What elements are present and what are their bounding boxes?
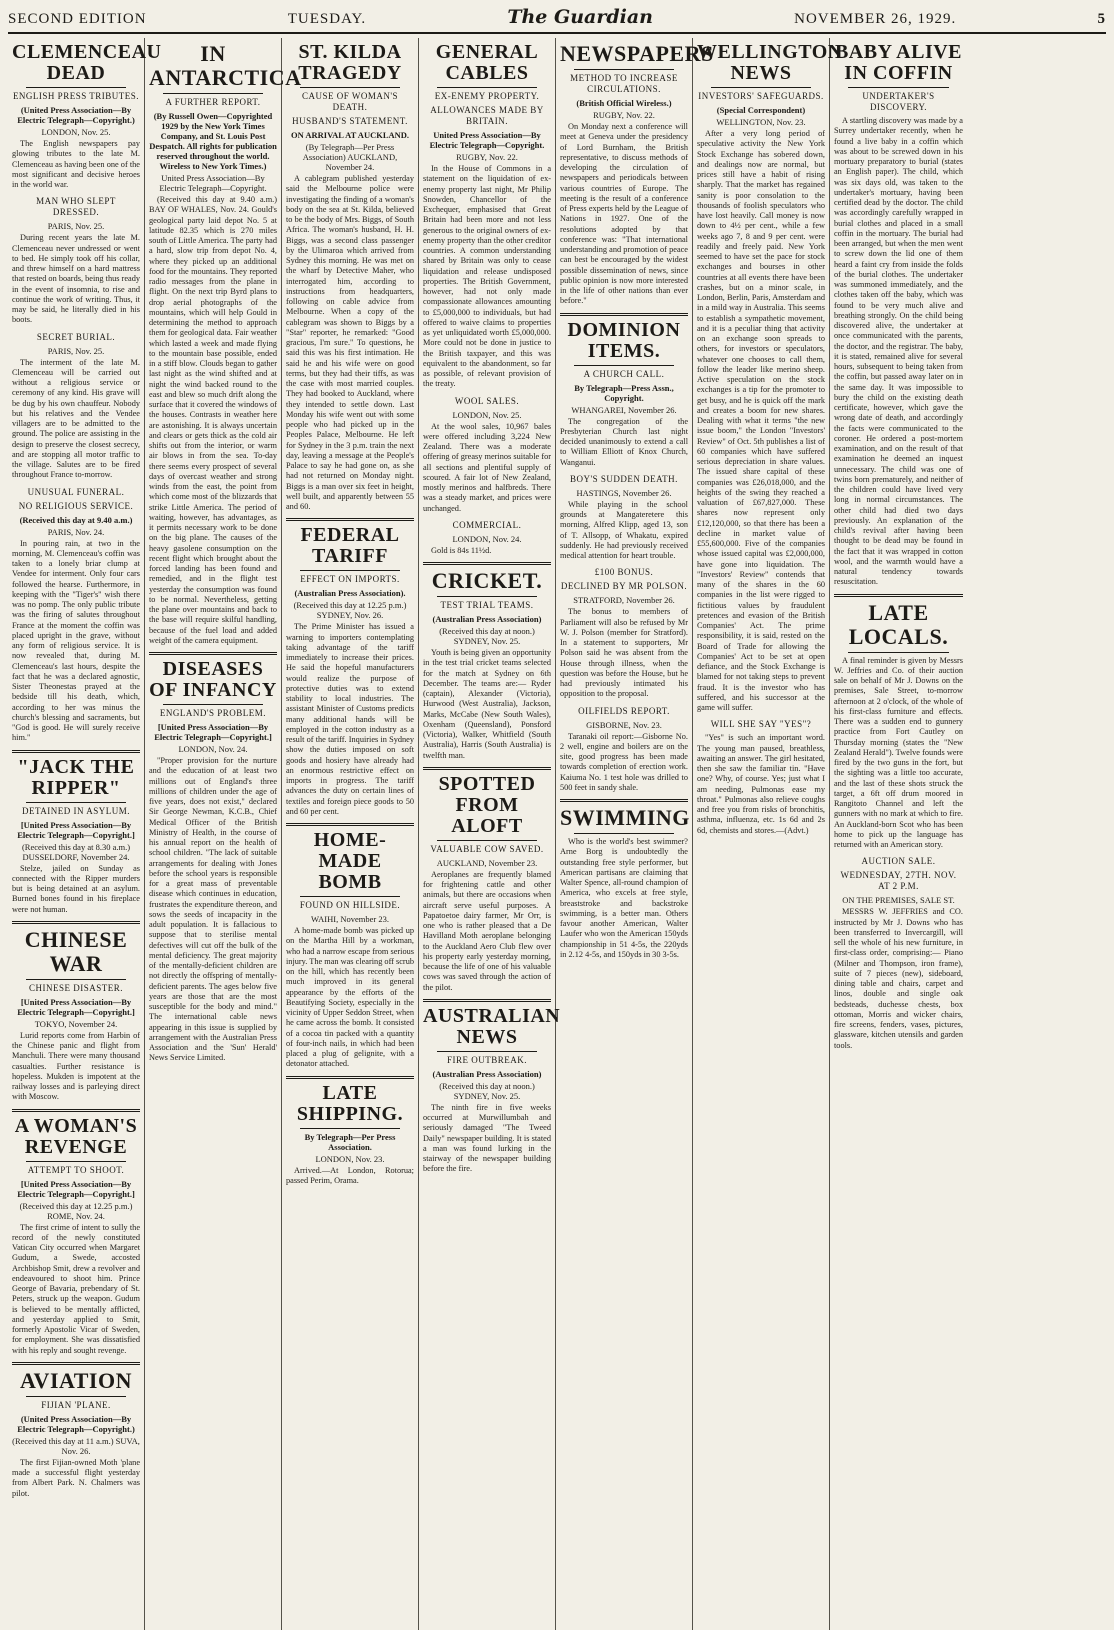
article-subheading: EX-ENEMY PROPERTY. <box>434 91 540 101</box>
article-dateline: RUGBY, Nov. 22. <box>593 110 655 120</box>
article <box>12 196 140 325</box>
article-paragraph: A startling discovery was made by a Surrey undertaker recently, when he found a live baby in a coffin which was about to be screwed down in his mortuary preparatory to burial (states an English paper). The child, which was six days old, was taken to the undertaker's mortuary, having been certified dead by the doctor. The child was accordingly carefully wrapped in burial clothes and placed in a small coffin in the mortuary. The burial had been arranged, but when the men went to screw down the lid one of them heard a faint cry from inside the folds of the burial clothes. The undertaker was summoned immediately, and the clothes taken off the baby, which was found to be very much alive and breathing strongly. On the child being discovered alive, the undertaker at once communicated with the parents, the doctor, and the registrar. The baby, it is stated, remained alive for several hours, subsequent to being taken from the coffin, but passed away later on in the same day. It was impossible to bury the child on the existing death certificate, however, which gave the wrong date of death, and accordingly the facts were communicated to the coroner. He ordered a post-mortem examination, and on the result of that examination he deemed an inquest unnecessary. The child was one of twins born prematurely, and neither of the children could have lived very long in normal circumstances. The other child had died two days previously. An explanation of the child's revival after having been thought to be dead may be found in the fact that it was wrapped in cotton wool, and the warmth would have a natural tendency towards resuscitation. <box>834 116 963 587</box>
article <box>12 41 162 190</box>
article-dateline: LONDON, Nov. 24. <box>452 533 522 544</box>
article <box>423 396 551 514</box>
article <box>286 518 414 817</box>
headline-rule <box>834 594 963 597</box>
article-paragraph: At the wool sales, 10,967 bales were offered including 3,224 New Zealand. There was a moderate offering of greasy merinos suitable for all sections and plentiful supply of scoured. A fair lot of New Zealand, mostly merinos and halfbreds. There was a steady market, and prices were unchanged. <box>423 421 551 513</box>
article <box>149 41 302 646</box>
article-dateline: United Press Association—By Electric Telegraph—Copyright. <box>159 173 267 193</box>
article-paragraph: (Received this day at 9.40 a.m.) BAY OF WHALES, Nov. 24. Gould's geological party laid depot No. 5 at latitude 82.35 which is 270 miles south of Little America. The party had a hard, slow trip from depot No. 4, where they picked up an additional food for the mountains. They reported radio messages from the plane in flight. On the next trip Byrd plans to drop aerial photographs of the mountains, which will help Gould in determining the method to approach them for geological data. Fair weather which lasted a week and made flying to the mountain base possible, ended in a stiff blow. Clouds began to gather last night as the wind shifted and at night the wind backed round to the east and blew so much drift along the surface that it covered the windows of the houses. Contrasts in weather here are astonishing. It is always uncertain and clears or gets thick as the cold air shifts out from the interior, or warm air blows in from the sea. To-day there seems every prospect of several days of overcast weather and strong winds from the east, the point from which come most of the blizzards that strike Little America. The period of waiting, however, has advantages, as it permits necessary work to be done on the big plane. The causes of the heavy gasolene consumption on the recent flight which brought about the forced landing has been found and remedied, and in the flight test yesterday the consumption was found to be normal. Nevertheless, getting the plane over mountains and back to the base will require skilful handling, because of the fuel load and added weight of the camera equipment. <box>149 195 277 645</box>
article-headline: HOME-MADE BOMB <box>313 829 387 893</box>
article-dateline: PARIS, Nov. 25. <box>47 221 105 232</box>
article-paragraph: The ninth fire in five weeks occurred at Murwillumbah and seriously damaged "The Tweed Daily" newspaper building. It is stated a man was found lurking in the stairway of the newspaper building before the fire. <box>423 1102 551 1174</box>
headline-divider <box>574 833 674 834</box>
article-body <box>423 164 551 390</box>
article-dateline: HASTINGS, November 26. <box>576 487 672 498</box>
article-paragraph: On Monday next a conference will meet at Geneva under the presidency of Lord Burnham, the British representative, to discuss methods of developing the circulation of newspapers and periodicals between various countries of Europe. The meeting is the result of a conference of Press experts held by the League of Nations in 1927. One of the resolutions adopted by that conference was: "That international understanding and promotion of peace can best be encouraged by the widest possible dissemination of news, since public opinion is now more interested in the life of other nations than ever before." <box>560 122 688 306</box>
article-credit: [United Press Association—By Electric Telegraph—Copyright.] <box>154 722 272 742</box>
article-paragraph: Who is the world's best swimmer? Arne Borg is undoubtedly the outstanding free style performer, but American partisans are claiming that Walter Spence, all-round champion of America, who excels at free style, breaststroke and backstroke swimming, is a better man. Others favour another American, Walter Laufer who won the American 150yds championship in 51 4-5s, the 220yds in 2.12 4-5s, and 150yds in 30 3-5s. <box>560 837 688 959</box>
article-paragraph: The English newspapers pay glowing tributes to the late M. Clemenceau as having been one of the most significant and decisive heroes in the world war. <box>12 139 140 189</box>
article <box>423 562 551 761</box>
article-dateline: (Received this day at noon.) SYDNEY, Nov. 25. <box>439 626 535 646</box>
article-subheading: ENGLAND'S PROBLEM. <box>159 708 267 718</box>
article-body <box>560 122 688 307</box>
article-paragraph: MESSRS W. JEFFRIES and CO. instructed by Mr J. Downs who has been transferred to Invercargill, will sell the whole of his new furniture, in first-class order, comprising:— Piano (Milner and Thompson, iron frame), suite of 7 pieces (new), sideboard, dining table and chairs, carpet and linos, double and single oak bedsteads, duchesse chests, box ottoman, Morris and wicker chairs, fire screens, fenders, vases, pictures, glassware, kitchen utensils and garden tools. <box>834 907 963 1050</box>
article <box>12 332 140 481</box>
article-body <box>423 648 551 761</box>
article <box>560 474 688 562</box>
article-credit: By Telegraph—Press Assn., Copyright. <box>574 382 674 403</box>
article-body <box>423 870 551 993</box>
day-label: TUESDAY. <box>287 11 367 27</box>
headline-divider <box>437 1051 537 1052</box>
article-subheading: COMMERCIAL. <box>452 519 522 530</box>
article-credit: [United Press Association—By Electric Telegraph—Copyright.] <box>17 819 135 840</box>
article-subheading: AUCTION SALE. <box>861 856 936 867</box>
article-credit: [United Press Association—By Electric Telegraph—Copyright.] <box>17 1178 135 1199</box>
article-dateline: LONDON, Nov. 25. <box>452 409 522 420</box>
date-label: NOVEMBER 26, 1929. <box>794 11 957 27</box>
article-paragraph: Youth is being given an opportunity in the test trial cricket teams selected for the match at Sydney on 6th December. The teams are:— Ryder (captain), Alexander (Victoria), Hurwood (West Australia), Jackson, Marks, McCabe (New South Wales), Oxenham (Queensland), Ponsford (Victoria), Walker, Whitfield (South Australia), Harris (South Australia) is twelfth man. <box>423 648 551 760</box>
article-subheading: EFFECT ON IMPORTS. <box>300 574 400 585</box>
article-dateline: PARIS, Nov. 24. <box>47 526 105 537</box>
column-4 <box>419 38 561 1630</box>
article-headline: AUSTRALIAN NEWS <box>423 1004 561 1048</box>
headline-rule <box>149 652 277 655</box>
article-body <box>560 607 688 699</box>
columns-container <box>8 38 1106 1630</box>
headline-rule <box>423 562 551 565</box>
headline-divider <box>300 87 400 88</box>
article-paragraph: The congregation of the Presbyterian Church last night decided unanimously to extend a call to William Elliott of Knox Church, Wanganui. <box>560 416 688 467</box>
article-body <box>423 1103 551 1175</box>
article-body <box>286 926 414 1070</box>
headline-rule <box>423 767 551 770</box>
article-paragraph: Taranaki oil report:—Gisborne No. 2 well, engine and boilers are on the site, good progress has been made towards completion of erection work. Kaiuma No. 1 test hole was drilled to 500 feet in sandy shale. <box>560 731 688 792</box>
article-headline: FEDERAL TARIFF <box>300 524 400 568</box>
headline-divider <box>300 1128 400 1129</box>
article-credit: (Australian Press Association) <box>432 614 542 624</box>
article-headline: DOMINION ITEMS. <box>567 318 681 362</box>
headline-divider <box>848 652 949 653</box>
article-credit: (Received this day at 9.40 a.m.) <box>19 514 133 525</box>
article-credit: (United Press Association—By Electric Telegraph—Copyright.) <box>17 105 135 125</box>
article-credit: (Australian Press Association). <box>294 588 406 599</box>
article-paragraph: Lurid reports come from Harbin of the Chinese panic and flight from Manchuli. There were many thousand casualties. Further resistance is hopeless. Mukden is impotent at the railway losses and is parleying direct with Moscow. <box>12 1030 140 1102</box>
article-subheading: £100 BONUS. <box>594 567 654 578</box>
article-subheading: METHOD TO INCREASE CIRCULATIONS. <box>570 73 678 94</box>
article <box>834 856 963 1051</box>
article-dateline: (Received this day at 11 a.m.) SUVA, Nov. 26. <box>12 1435 140 1456</box>
article <box>286 1076 414 1187</box>
headline-divider <box>163 704 263 705</box>
article-subheading: CAUSE OF WOMAN'S DEATH. <box>302 91 398 112</box>
article-dateline: LONDON, Nov. 24. <box>178 744 248 754</box>
article-credit: ON ARRIVAL AT AUCKLAND. <box>290 130 410 140</box>
article-paragraph: During recent years the late M. Clemenceau never undressed or went to bed. He simply took off his collar, and threw himself on a hard mattress that rested on boards, being thus ready in the event of insomnia, to rise and continue the work of writing. Thus, it may be said, he literally died in his boots. <box>12 233 140 325</box>
article-headline: SWIMMING <box>560 805 690 830</box>
article-subheading: SECRET BURIAL. <box>36 331 116 342</box>
column-6 <box>693 38 843 1630</box>
article-dateline: LONDON, Nov. 25. <box>41 127 111 137</box>
article-dateline: STRATFORD, November 26. <box>573 595 675 606</box>
article-subheading: TEST TRIAL TEAMS. <box>440 600 534 610</box>
headline-divider <box>437 87 537 88</box>
article <box>12 1109 140 1356</box>
headline-rule <box>286 823 414 826</box>
article-subheading: WOOL SALES. <box>454 395 520 406</box>
article-subheading: UNUSUAL FUNERAL. <box>27 486 125 497</box>
article-dateline: WELLINGTON, Nov. 23. <box>716 117 806 127</box>
article-credit: (By Russell Owen—Copyrighted 1929 by the New York Times Company, and St. Louis Post Despatch. All rights for publication reserved throughout the world. Wireless to New York Times.) <box>149 111 277 171</box>
article-dateline: LONDON, Nov. 23. <box>315 1153 385 1164</box>
article-paragraph: "Proper provision for the nurture and the education of at least two millions out of England's three millions of children under the age of five years, does not exist," declared Sir George Newman, K.C.B., Chief Medical Officer of the British Ministry of Health, in the course of his annual report on the health of school children. "The lack of suitable arrangements for dealing with Jones before the school years is responsible for a great mass of preventable disease which continues in education, frustrates the expenditure thereon, and sows the seeds of incapacity in the adult population. It is fallacious to suppose that to sterilise mental defectives will cut off the bulk of the mental deficiency. The great majority of the mentally-deficient children are not directly the offspring of mentally-deficient parents. The ages below five years are those that are the most susceptible for the body and mind." The international cable news appearing in this issue is supplied by arrangement with the Australian Press Association and the 'Sun' Herald' News Service Limited. <box>149 756 277 1063</box>
article-body <box>834 116 963 588</box>
column-7 <box>830 38 967 1630</box>
headline-rule <box>12 750 140 753</box>
article-paragraph: A final reminder is given by Messrs W. Jeffries and Co. of their auction sale on behalf of Mr J. Downs on the premises, Sale Street, to-morrow afternoon at 2 o'clock, of the whole of his first-class furniture and effects. There was a sudden end to gunnery practice from Fort Cautley on Thursday morning (states the "New Zealand Herald"). Twelve founds were fired by the two guns in the fort, but the sighting was a little too accurate, and the last of these shots struck the target, a 6ft off drum moored in Rangitoto Channel and left the gunners with no mark at which to fire. An Auckland-born Scot who has been home to pick up the language has returned with an American story. <box>834 655 963 849</box>
article-body <box>149 756 277 1064</box>
article-headline: GENERAL CABLES <box>435 41 539 84</box>
article <box>560 41 714 307</box>
article-dateline: ON THE PREMISES, SALE ST. <box>842 895 955 906</box>
article-headline: LATE SHIPPING. <box>296 1081 404 1125</box>
article <box>697 719 825 836</box>
page-number: 5 <box>1097 11 1106 27</box>
article-subheading-2: WEDNESDAY, 27TH. NOV. AT 2 P.M. <box>840 870 957 892</box>
article-paragraph: "Yes" is such an important word. The young man paused, breathless, awaiting an answer. The girl hesitated, then she saw the familiar tin. "Have one? Why, of course. Yes; just what I am needing, Pulmonas ease my throat." Pulmonas also relieve coughs and free you from risks of bronchitis, asthma, influenza, etc. 1s 6d and 2s 6d, chemists and stores.—(Advt.) <box>697 733 825 835</box>
article-body <box>560 837 688 960</box>
article-body <box>12 233 140 325</box>
headline-divider <box>26 802 126 803</box>
headline-rule <box>560 799 688 802</box>
article-body <box>560 500 688 562</box>
headline-divider <box>163 93 263 94</box>
headline-divider <box>848 87 949 88</box>
headline-divider <box>26 979 126 980</box>
article-paragraph: Gold is 84s 11½d. <box>431 545 492 555</box>
article-paragraph: While playing in the school grounds at Mangateretere this morning, Alfred Klipp, aged 13, son of T. Allsopp, of Whakatu, expired suddenly. He had previously received medical attention for heart trouble. <box>560 499 688 560</box>
article-headline: NEWSPAPERS <box>560 41 714 66</box>
article-dateline: (Received this day at noon.) SYDNEY, Nov. 25. <box>439 1080 535 1101</box>
article-body <box>560 732 688 794</box>
article-subheading-2: ALLOWANCES MADE BY BRITAIN. <box>430 105 544 126</box>
article <box>423 767 551 993</box>
article-body <box>697 733 825 836</box>
article-body <box>12 358 140 481</box>
headline-rule <box>12 921 140 924</box>
headline-rule <box>560 313 688 316</box>
article-body <box>697 129 825 713</box>
article-headline: DISEASES OF INFANCY <box>149 658 277 701</box>
article-headline: CRICKET. <box>431 568 543 593</box>
article-subheading-2: NO RELIGIOUS SERVICE. <box>18 500 134 511</box>
article-paragraph: The interment of the late M. Clemenceau will be carried out without a religious service or ceremony of any kind. His grave will be dug by his own chauffeur. Nobody but his relatives and the Vendee villagers are to be admitted to the ground. The police are assisting in the design to preserve the closest secrecy, and are stopping all motor traffic to the village. Salutes are to be fired throughout France to-morrow. <box>12 357 140 480</box>
article <box>286 823 414 1070</box>
article-paragraph: The first crime of intent to sully the record of the newly constituted Vatican City occurred when Margaret Gudum, a Swede, accosted Archbishop Smit, drew a revolver and endeavoured to shoot him. Prince George of Bavaria, prebendary of St. Peters, struck up the weapon. Gudum is believed to be mentally afflicted, and yesterday applied to Smit, formerly Apostolic Vicar of Sweden, for employment. She was dissatisfied with his reply and sought revenge. <box>12 1222 140 1355</box>
article-paragraph: A cablegram published yesterday said the Melbourne police were investigating the finding of a woman's body on the sea at St. Kilda, believed to be the body of Mrs. Biggs, of South Africa. The woman's husband, H. H. Biggs, was a second class passenger by the Ulimaroa which arrived from Sydney this morning. He was met on the wharf by Detective Maher, who interrogated him, according to instructions from headquarters, following on cable advice from Melbourne. When a copy of the cablegram was shown to Biggs by a "Star" reporter, he remarked: "Good gracious, I'm sure." To questions, he said this was his first intimation. He said he and his wife were on good terms, but they had their tiffs, as was the case with most married couples. They had booked to Auckland, where they intended to settle down. Last Monday his wife went out with some people who had picked up in the Peoples Palace, Melbourne. He left for Sydney in the 3 p.m. train the next day, leaving a message at the People's Palace to say he had gone on, as she had not returned on Monday night. Biggs is a man over six feet in height, well built, and apparently between 55 and 60. <box>286 174 414 511</box>
article <box>560 313 688 468</box>
article-paragraph: In the House of Commons in a statement on the liquidation of ex-enemy property last night, Mr Philip Snowden, Chancellor of the Exchequer, emphasised that Great Britain had been more and not less generous to the original owners of ex-enemy property than the other creditor countries. A common understanding shared by Britain was only to cease liquidation and release undisposed properties. The British Government, however, had not only made compassionate allowances amounting to £5,000,000 to individuals, but had offered to waive claims to properties as yet unliquidated worth £5,000,000. More could not be done in justice to the British taxpayer, and this was equivalent to the abandonment, so far as possible, of relevant provision of the treaty. <box>423 164 551 389</box>
article-body <box>149 195 277 646</box>
column-5 <box>556 38 714 1630</box>
article-paragraph: Stelze, jailed on Sunday as connected with the Ripper murders but is being detained at an asylum. Burned bones found in his fireplace were not human. <box>12 863 140 914</box>
article-body <box>12 1031 140 1103</box>
article-credit: (Special Correspondent) <box>716 105 806 115</box>
article <box>12 921 140 1103</box>
article <box>149 652 277 1064</box>
column-1 <box>8 38 162 1630</box>
headline-rule <box>12 1362 140 1365</box>
article <box>12 487 140 744</box>
article-subheading: OILFIELDS REPORT. <box>578 705 670 716</box>
edition-label: SECOND EDITION <box>8 11 147 27</box>
article-credit: (Australian Press Association) <box>432 1068 542 1079</box>
article-subheading: MAN WHO SLEPT DRESSED. <box>36 196 116 218</box>
article-credit: (United Press Association—By Electric Telegraph—Copyright.) <box>17 1413 135 1434</box>
headline-rule <box>286 1076 414 1079</box>
article-body <box>12 539 140 744</box>
article-dateline: GISBORNE, Nov. 23. <box>586 719 662 730</box>
article-dateline: WHANGAREI, November 26. <box>571 404 677 415</box>
article-subheading-2: DECLINED BY MR POLSON. <box>560 581 688 592</box>
headline-divider <box>437 596 537 597</box>
headline-rule <box>423 999 551 1002</box>
article-body <box>12 1223 140 1356</box>
article-paragraph: Aeroplanes are frequently blamed for frightening cattle and other animals, but there are occasions when aircraft serve useful purposes. A Papatoetoe dairy farmer, Mr Orr, is one who is rather pleased that a De Havilland Moth aeroplane belonging to the Auckland Aero Club flew over his property early yesterday morning, because the life of one of his valuable cows was saved through the action of the pilot. <box>423 869 551 992</box>
article-subheading: VALUABLE COW SAVED. <box>430 843 544 854</box>
article-dateline: (Received this day at 8.30 a.m.) DUSSELDORF, November 24. <box>21 841 131 862</box>
article-body <box>286 174 414 512</box>
article-body <box>834 656 963 851</box>
article-paragraph: In pouring rain, at two in the morning, M. Clemenceau's coffin was taken to a lonely briar clump at Vendee for interment. Only four cars followed the hearse. Furthermore, in keeping with the "Tiger's" wish there was no pomp. The only public tribute was the firing of salutes throughout France at the moment the coffin was placed upright in the grave, without any form of religious service. It is now revealed that, during M. Clemenceau's last hours, despite the fact that he was a declared agnostic, Sister Theonestas prayed at the bedside till his death, which, according to her was minus the church's blessing and sacraments, but "God is good. He will surely receive him." <box>12 538 140 743</box>
article-subheading: WILL SHE SAY "YES"? <box>710 719 812 730</box>
article-paragraph: The first Fijian-owned Moth 'plane made a successful flight yesterday from Albert Park. N. Chalmers was pilot. <box>12 1457 140 1498</box>
article-subheading: FIJIAN 'PLANE. <box>41 1399 111 1410</box>
article-body <box>560 417 688 468</box>
article-body <box>423 546 551 556</box>
article-subheading: ENGLISH PRESS TRIBUTES. <box>12 91 140 101</box>
article-headline: CHINESE WAR <box>24 926 128 976</box>
headline-divider <box>300 896 400 897</box>
article-dateline: (By Telegraph—Per Press Association) AUCKLAND, November 24. <box>302 142 398 172</box>
article-credit: (British Official Wireless.) <box>576 98 672 108</box>
article-dateline: PARIS, Nov. 25. <box>47 345 105 356</box>
article-subheading: A CHURCH CALL. <box>583 368 665 379</box>
article-dateline: TOKYO, November 24. <box>34 1018 118 1029</box>
article-headline: CLEMENCEAU DEAD <box>12 41 162 84</box>
headline-divider <box>26 87 126 88</box>
article-subheading: A FURTHER REPORT. <box>165 97 261 107</box>
article <box>560 706 688 794</box>
article-dateline: RUGBY, Nov. 22. <box>456 152 518 162</box>
article-paragraph: The Prime Minister has issued a warning to importers contemplating taking advantage of the tariff immediately to increase their prices. He said the hopeful manufacturers would realize the purpose of protective duties was to extend stability to local industries. The assistant Minister of Customs predicts many additional hands will be employed in the cotton industry as a result of the tariff. Inquiries in Sydney show the duties imposed on soft goods and hosiery have already had an enormous restrictive effect on imports in progress. The tariff advances the duty on certain lines of textiles and foreign piece goods to 50 and 60 per cent. <box>286 622 414 816</box>
headline-divider <box>711 87 811 88</box>
article-paragraph: The bonus to members of Parliament will also be refused by Mr W. J. Polson (member for Stratford). In a statement to supporters, Mr Polson said he was absent from the House through illness, when the question was before the House, but he had previously intimated his opposition to the proposal. <box>560 607 688 699</box>
headline-divider <box>300 570 400 571</box>
article-credit: By Telegraph—Per Press Association. <box>304 1131 396 1152</box>
article-body <box>286 1166 414 1187</box>
article-body <box>12 139 140 190</box>
headline-divider <box>26 1161 126 1162</box>
headline-divider <box>574 69 674 70</box>
article-dateline: AUCKLAND, November 23. <box>436 857 538 868</box>
article <box>697 41 843 713</box>
article-subheading: FOUND ON HILLSIDE. <box>299 900 401 910</box>
article-paragraph: A home-made bomb was picked up on the Martha Hill by a workman, who had a narrow escape from serious injury. The man was clearing off scrub on the hill, which has recently been much improved in its general appearance by the efforts of the Beautifying Society, especially in the vicinity of Upper Seddon Street, when he came across the bomb. It consisted of a cocoa tin packed with a quantity of four-inch nails, in which had been placed a plug of gelignite, with a detonator attached. <box>286 926 414 1069</box>
article-subheading: ATTEMPT TO SHOOT. <box>27 1164 125 1175</box>
article-credit: [United Press Association—By Electric Telegraph—Copyright.] <box>17 996 135 1017</box>
headline-rule <box>286 518 414 521</box>
article-body <box>834 907 963 1051</box>
article-body <box>423 422 551 514</box>
article-headline: IN ANTARCTICA <box>149 41 302 90</box>
article-subheading: INVESTORS' SAFEGUARDS. <box>698 91 824 101</box>
article-credit: United Press Association—By Electric Telegraph—Copyright. <box>429 130 545 150</box>
article-dateline: WAIHI, November 23. <box>311 914 389 924</box>
article <box>286 42 414 512</box>
article-headline: WELLINGTON NEWS <box>697 41 843 84</box>
article-dateline: (Received this day at 12.25 p.m.) ROME, Nov. 24. <box>19 1200 133 1221</box>
article <box>834 594 963 851</box>
article <box>12 750 140 915</box>
article <box>423 520 551 556</box>
article <box>423 42 551 390</box>
article <box>560 567 688 699</box>
headline-divider <box>26 1396 126 1397</box>
article-subheading: BOY'S SUDDEN DEATH. <box>570 473 678 484</box>
article-subheading: FIRE OUTBREAK. <box>446 1054 527 1065</box>
masthead <box>8 6 1106 34</box>
article <box>423 999 561 1175</box>
article <box>560 799 688 960</box>
article-subheading: CHINESE DISASTER. <box>28 982 123 993</box>
column-2 <box>145 38 302 1630</box>
article-body <box>286 622 414 817</box>
article-subheading-2: HUSBAND'S STATEMENT. <box>292 116 408 126</box>
article <box>834 42 963 588</box>
article-subheading: UNDERTAKER'S DISCOVERY. <box>862 91 935 112</box>
column-3 <box>282 38 419 1630</box>
article-headline: LATE LOCALS. <box>848 599 949 649</box>
headline-divider <box>574 365 674 366</box>
article-dateline: (Received this day at 12.25 p.m.) SYDNEY, Nov. 26. <box>293 600 407 621</box>
article-headline: "JACK THE RIPPER" <box>17 755 135 799</box>
headline-divider <box>437 840 537 841</box>
article-subheading: DETAINED IN ASYLUM. <box>21 805 131 816</box>
article-body <box>12 1458 140 1499</box>
article-headline: SPOTTED FROM ALOFT <box>438 772 536 837</box>
headline-rule <box>12 1109 140 1112</box>
article-headline: BABY ALIVE IN COFFIN <box>834 41 963 84</box>
article-headline: ST. KILDA TRAGEDY <box>298 41 402 84</box>
article-paragraph: After a very long period of speculative activity the New York Stock Exchange has sobered down, and dealings now are normal, but prices still have a habit of rising sharply. That the market has regained sanity is poor consolation to the thousands of foolish speculators who have lost heavily. Call money is now down to 4½ per cent., while a few weeks ago 7, 8 and 9 per cent. were readily and freely paid. New York seemed to have set the pace for stock exchanges and bourses in other countries at all events there have been crashes, but on a minor scale, in London, Berlin, Paris, Amsterdam and in a mild way in Australia. This seems to establish a sympathetic movement, and it is a peculiar thing that activity on an exchange soon spreads to others, for investors or speculators, whatever one chooses to call them, follow the leader like merino sheep. Active speculation on the stock exchanges is a tip for the promoter to get busy, and he is quick off the mark and creates a boom for new shares. Dealing with what it terms "the new issue boom," the London "Investors' Review" of Oct. 5th publishes a list of 60 companies which have suffered serious depreciation in share values. The issued share capital of these companies was £26,018,000, and the heights of the swing they reached a valuation of £67,827,000. These shares now represent only £12,120,000, so that there has been a decline in market value of £55,600,000. Five of the companies whose issued capital was £2,000,000, have gone into liquidation. The "Investors' Review" contends that many of the shares in the 60 companies in the list were rigged to fictitious values by fraudulent pretences and evasion of the British Companies' Act. The prime responsibility, it is said, rested on the Board of Trade for allowing the Companies' Act to be set at open defiance, and the Stock Exchange is blamed for not taking steps to prevent fraud. It is the investor who has suffered, and his successor at the game will suffer. <box>697 129 825 712</box>
article <box>12 1362 140 1499</box>
paper-name: The Guardian <box>507 6 653 28</box>
article-body <box>12 864 140 915</box>
article-headline: AVIATION <box>20 1367 132 1393</box>
article-paragraph: Arrived.—At London, Rotorua; passed Perim, Orama. <box>286 1165 414 1185</box>
article-headline: A WOMAN'S REVENGE <box>14 1114 138 1158</box>
